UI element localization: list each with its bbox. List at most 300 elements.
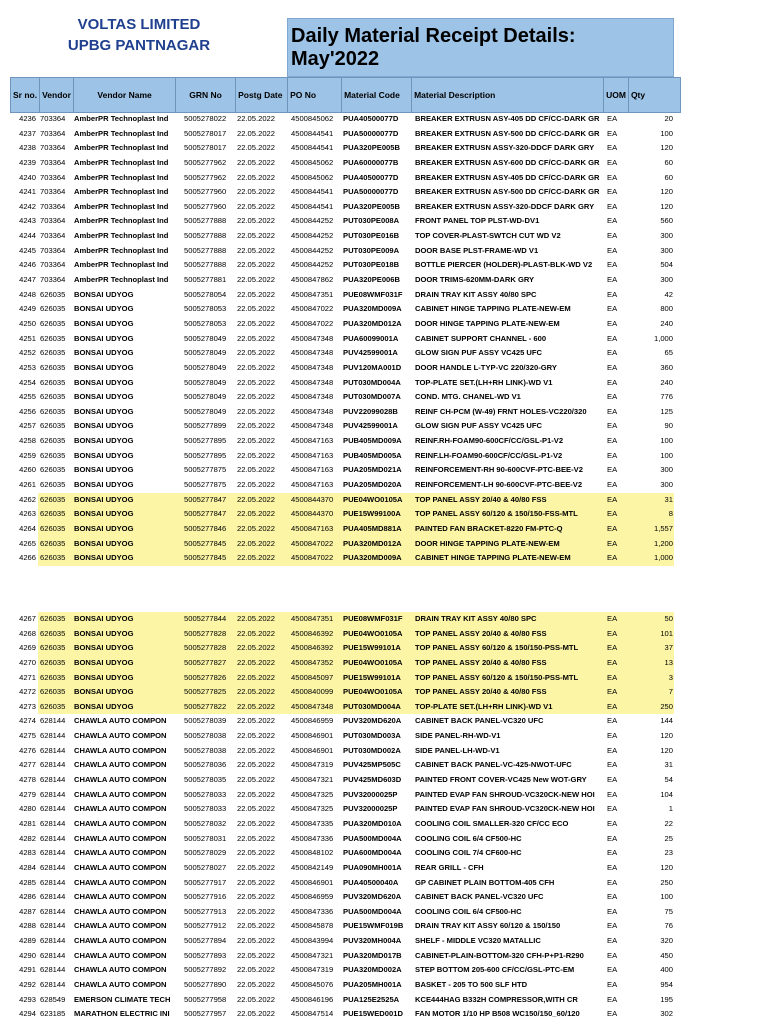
cell-uom: EA (607, 465, 618, 475)
cell-uom: EA (607, 392, 618, 402)
cell-postg-date: 22.05.2022 (237, 906, 276, 916)
report-title-line2: May'2022 (291, 48, 380, 70)
cell-uom: EA (607, 538, 618, 548)
cell-material-description: GP CABINET PLAIN BOTTOM-405 CFH (415, 877, 555, 887)
cell-postg-date: 22.05.2022 (237, 494, 276, 504)
cell-sr-no: 4288 (19, 921, 36, 931)
cell-vendor-code: 626035 (40, 553, 66, 563)
cell-grn-no: 5005277828 (184, 643, 227, 653)
column-header-material-description: Material Description (412, 78, 604, 113)
cell-grn-no: 5005277844 (184, 614, 227, 623)
cell-material-description: COOLING COIL 6/4 CF500-HC (415, 906, 522, 916)
cell-uom: EA (607, 892, 618, 902)
cell-grn-no: 5005277846 (184, 523, 227, 533)
cell-po-no: 4500844252 (291, 216, 334, 226)
cell-sr-no: 4255 (19, 392, 36, 402)
cell-grn-no: 5005277888 (184, 245, 227, 255)
cell-vendor-code: 628144 (40, 921, 66, 931)
cell-po-no: 4500846392 (291, 643, 334, 653)
cell-postg-date: 22.05.2022 (237, 172, 276, 182)
cell-po-no: 4500847862 (291, 275, 334, 285)
cell-material-code: PUA320PE006B (343, 275, 400, 285)
cell-material-description: REINF CH-PCM (W-49) FRNT HOLES-VC220/320 (415, 406, 587, 416)
cell-postg-date: 22.05.2022 (237, 804, 276, 814)
cell-vendor-name: CHAWLA AUTO COMPON (74, 936, 167, 946)
cell-po-no: 4500847348 (291, 406, 334, 416)
cell-grn-no: 5005278035 (184, 775, 227, 785)
cell-vendor-code: 628144 (40, 804, 66, 814)
cell-material-code: PUT030MD004A (343, 377, 401, 387)
cell-vendor-name: AmberPR Technoplast Ind (74, 201, 169, 211)
cell-uom: EA (607, 523, 618, 533)
cell-uom: EA (607, 480, 618, 490)
cell-grn-no: 5005278049 (184, 333, 227, 343)
cell-vendor-code: 626035 (40, 348, 66, 358)
cell-uom: EA (607, 406, 618, 416)
cell-vendor-code: 626035 (40, 628, 66, 638)
cell-sr-no: 4248 (19, 289, 36, 299)
cell-material-description: BREAKER EXTRUSN ASY-405 DD CF/CC-DARK GR (415, 172, 600, 182)
cell-vendor-code: 703364 (40, 143, 66, 153)
cell-vendor-code: 703364 (40, 128, 66, 138)
cell-material-code: PUA320MD012A (343, 538, 402, 548)
cell-material-description: DRAIN TRAY KIT ASSY 60/120 & 150/150 (415, 921, 561, 931)
cell-vendor-name: BONSAI UDYOG (74, 701, 134, 711)
cell-grn-no: 5005278054 (184, 289, 227, 299)
cell-vendor-name: BONSAI UDYOG (74, 436, 134, 446)
cell-material-description: DOOR HANDLE L-TYP-VC 220/320-GRY (415, 362, 557, 372)
cell-uom: EA (607, 172, 618, 182)
cell-vendor-code: 703364 (40, 275, 66, 285)
cell-sr-no: 4252 (19, 348, 36, 358)
cell-grn-no: 5005277912 (184, 921, 227, 931)
cell-po-no: 4500844541 (291, 187, 334, 197)
cell-grn-no: 5005278027 (184, 862, 227, 872)
cell-grn-no: 5005277888 (184, 216, 227, 226)
cell-po-no: 4500842149 (291, 862, 334, 872)
cell-postg-date: 22.05.2022 (237, 509, 276, 519)
cell-vendor-code: 626035 (40, 494, 66, 504)
cell-material-code: PUA50000077D (343, 187, 399, 197)
cell-qty: 120 (660, 862, 673, 872)
cell-material-code: PUE15WED001D (343, 1009, 403, 1019)
cell-vendor-code: 626035 (40, 523, 66, 533)
cell-uom: EA (607, 128, 618, 138)
cell-postg-date: 22.05.2022 (237, 818, 276, 828)
cell-qty: 65 (664, 348, 673, 358)
cell-sr-no: 4238 (19, 143, 36, 153)
cell-material-code: PUT030PE016B (343, 231, 400, 241)
cell-vendor-name: CHAWLA AUTO COMPON (74, 862, 167, 872)
cell-uom: EA (607, 275, 618, 285)
cell-qty: 100 (660, 450, 673, 460)
cell-grn-no: 5005278036 (184, 760, 227, 770)
cell-material-description: GLOW SIGN PUF ASSY VC425 UFC (415, 348, 543, 358)
cell-grn-no: 5005278049 (184, 377, 227, 387)
cell-material-code: PUV320MD620A (343, 716, 402, 726)
cell-vendor-name: BONSAI UDYOG (74, 687, 134, 697)
cell-qty: 100 (660, 128, 673, 138)
cell-vendor-code: 626035 (40, 672, 66, 682)
cell-po-no: 4500847022 (291, 538, 334, 548)
cell-postg-date: 22.05.2022 (237, 436, 276, 446)
cell-sr-no: 4286 (19, 892, 36, 902)
cell-sr-no: 4265 (19, 538, 36, 548)
cell-qty: 450 (660, 950, 673, 960)
cell-uom: EA (607, 950, 618, 960)
cell-material-code: PUA320PE005B (343, 143, 400, 153)
cell-vendor-code: 628144 (40, 950, 66, 960)
cell-qty: 125 (660, 406, 673, 416)
cell-vendor-name: BONSAI UDYOG (74, 672, 134, 682)
cell-vendor-code: 626035 (40, 480, 66, 490)
cell-vendor-code: 626035 (40, 377, 66, 387)
cell-sr-no: 4270 (19, 657, 36, 667)
cell-grn-no: 5005278031 (184, 833, 227, 843)
cell-material-description: COND. MTG. CHANEL-WD V1 (415, 392, 521, 402)
cell-material-description: TOP PANEL ASSY 20/40 & 40/80 FSS (415, 687, 547, 697)
company-header (10, 14, 268, 56)
cell-grn-no: 5005277888 (184, 231, 227, 241)
cell-vendor-code: 703364 (40, 114, 66, 123)
cell-uom: EA (607, 494, 618, 504)
cell-postg-date: 22.05.2022 (237, 1009, 276, 1019)
cell-material-code: PUV42599001A (343, 421, 398, 431)
cell-postg-date: 22.05.2022 (237, 833, 276, 843)
cell-postg-date: 22.05.2022 (237, 465, 276, 475)
cell-material-description: CABINET BACK PANEL-VC-425-NWOT-UFC (415, 760, 572, 770)
cell-qty: 1 (668, 804, 673, 814)
cell-postg-date: 22.05.2022 (237, 745, 276, 755)
cell-sr-no: 4237 (19, 128, 36, 138)
cell-po-no: 4500844370 (291, 509, 334, 519)
cell-uom: EA (607, 848, 618, 858)
cell-vendor-name: BONSAI UDYOG (74, 465, 134, 475)
cell-sr-no: 4253 (19, 362, 36, 372)
cell-postg-date: 22.05.2022 (237, 523, 276, 533)
cell-material-code: PUE15WMF019B (343, 921, 404, 931)
cell-material-code: PUE04WO0105A (343, 628, 403, 638)
cell-qty: 250 (660, 877, 673, 887)
cell-qty: 144 (660, 716, 673, 726)
cell-grn-no: 5005278032 (184, 818, 227, 828)
cell-po-no: 4500847352 (291, 657, 334, 667)
cell-vendor-name: BONSAI UDYOG (74, 494, 134, 504)
cell-sr-no: 4257 (19, 421, 36, 431)
cell-qty: 800 (660, 304, 673, 314)
cell-material-code: PUA320MD010A (343, 818, 402, 828)
cell-uom: EA (607, 716, 618, 726)
cell-grn-no: 5005277881 (184, 275, 227, 285)
cell-grn-no: 5005277958 (184, 994, 227, 1004)
cell-vendor-code: 623185 (40, 1009, 66, 1019)
cell-postg-date: 22.05.2022 (237, 760, 276, 770)
column-header-sr: Sr no. (11, 78, 40, 113)
cell-material-code: PUT030PE008A (343, 216, 400, 226)
cell-po-no: 4500844541 (291, 201, 334, 211)
cell-sr-no: 4294 (19, 1009, 36, 1019)
cell-material-code: PUV32000025P (343, 789, 398, 799)
cell-material-code: PUA205MH001A (343, 980, 402, 990)
cell-sr-no: 4256 (19, 406, 36, 416)
cell-po-no: 4500847163 (291, 480, 334, 490)
cell-uom: EA (607, 114, 618, 123)
cell-sr-no: 4263 (19, 509, 36, 519)
cell-vendor-code: 626035 (40, 406, 66, 416)
cell-sr-no: 4290 (19, 950, 36, 960)
cell-postg-date: 22.05.2022 (237, 848, 276, 858)
cell-po-no: 4500847348 (291, 421, 334, 431)
cell-vendor-name: CHAWLA AUTO COMPON (74, 745, 167, 755)
cell-uom: EA (607, 450, 618, 460)
cell-postg-date: 22.05.2022 (237, 128, 276, 138)
cell-qty: 90 (664, 421, 673, 431)
cell-sr-no: 4250 (19, 318, 36, 328)
cell-po-no: 4500844252 (291, 231, 334, 241)
cell-po-no: 4500844541 (291, 143, 334, 153)
cell-material-description: CABINET BACK PANEL-VC320 UFC (415, 892, 544, 902)
cell-vendor-code: 626035 (40, 333, 66, 343)
cell-postg-date: 22.05.2022 (237, 377, 276, 387)
cell-sr-no: 4272 (19, 687, 36, 697)
company-name: VOLTAS LIMITED (77, 16, 201, 33)
cell-material-description: FAN MOTOR 1/10 HP B508 WC150/150_60/120 (415, 1009, 580, 1019)
cell-material-code: PUV320MD620A (343, 892, 402, 902)
cell-postg-date: 22.05.2022 (237, 980, 276, 990)
cell-vendor-code: 628144 (40, 877, 66, 887)
cell-material-description: TOP COVER-PLAST-SWTCH CUT WD V2 (415, 231, 561, 241)
cell-material-code: PUA320MD017B (343, 950, 402, 960)
cell-material-description: TOP PANEL ASSY 20/40 & 40/80 FSS (415, 494, 547, 504)
cell-uom: EA (607, 628, 618, 638)
cell-vendor-code: 703364 (40, 260, 66, 270)
cell-material-description: KCE444HAG B332H COMPRESSOR,WITH CR (415, 994, 578, 1004)
cell-vendor-name: EMERSON CLIMATE TECH (74, 994, 171, 1004)
cell-grn-no: 5005277828 (184, 628, 227, 638)
cell-po-no: 4500847321 (291, 950, 334, 960)
cell-vendor-code: 626035 (40, 289, 66, 299)
cell-po-no: 4500847022 (291, 304, 334, 314)
cell-grn-no: 5005277826 (184, 672, 227, 682)
cell-qty: 300 (660, 480, 673, 490)
cell-postg-date: 22.05.2022 (237, 114, 276, 123)
cell-uom: EA (607, 187, 618, 197)
cell-vendor-name: AmberPR Technoplast Ind (74, 172, 169, 182)
cell-grn-no: 5005277895 (184, 450, 227, 460)
cell-material-description: PAINTED FRONT COVER-VC425 New WOT-GRY (415, 775, 587, 785)
cell-qty: 776 (660, 392, 673, 402)
cell-material-code: PUA205MD020A (343, 480, 402, 490)
cell-postg-date: 22.05.2022 (237, 348, 276, 358)
column-header-vendor-name: Vendor Name (74, 78, 176, 113)
cell-postg-date: 22.05.2022 (237, 157, 276, 167)
cell-sr-no: 4291 (19, 965, 36, 975)
cell-material-code: PUT030MD002A (343, 745, 401, 755)
cell-qty: 1,000 (653, 553, 673, 563)
cell-material-description: TOP-PLATE SET.(LH+RH LINK)-WD V1 (415, 377, 553, 387)
cell-uom: EA (607, 657, 618, 667)
cell-sr-no: 4258 (19, 436, 36, 446)
cell-uom: EA (607, 245, 618, 255)
cell-po-no: 4500845062 (291, 114, 334, 123)
cell-vendor-name: CHAWLA AUTO COMPON (74, 980, 167, 990)
cell-vendor-name: BONSAI UDYOG (74, 509, 134, 519)
cell-material-description: BREAKER EXTRUSN ASSY-320-DDCF DARK GRY (415, 143, 595, 153)
cell-qty: 300 (660, 231, 673, 241)
cell-material-description: DRAIN TRAY KIT ASSY 40/80 SPC (415, 614, 537, 623)
cell-po-no: 4500847336 (291, 833, 334, 843)
cell-vendor-code: 626035 (40, 643, 66, 653)
cell-material-description: BREAKER EXTRUSN ASY-600 DD CF/CC-DARK GR (415, 157, 600, 167)
cell-material-code: PUE08WMF031F (343, 614, 403, 623)
cell-qty: 31 (664, 760, 673, 770)
cell-material-code: PUV320MH004A (343, 936, 402, 946)
cell-grn-no: 5005277888 (184, 260, 227, 270)
cell-vendor-name: BONSAI UDYOG (74, 421, 134, 431)
cell-vendor-name: BONSAI UDYOG (74, 628, 134, 638)
cell-sr-no: 4239 (19, 157, 36, 167)
cell-vendor-name: CHAWLA AUTO COMPON (74, 877, 167, 887)
cell-vendor-name: BONSAI UDYOG (74, 377, 134, 387)
cell-sr-no: 4242 (19, 201, 36, 211)
cell-uom: EA (607, 862, 618, 872)
cell-qty: 504 (660, 260, 673, 270)
column-header-grn: GRN No (176, 78, 236, 113)
cell-po-no: 4500848102 (291, 848, 334, 858)
cell-vendor-name: BONSAI UDYOG (74, 289, 134, 299)
cell-uom: EA (607, 436, 618, 446)
cell-sr-no: 4268 (19, 628, 36, 638)
cell-postg-date: 22.05.2022 (237, 450, 276, 460)
cell-material-description: CABINET BACK PANEL-VC320 UFC (415, 716, 544, 726)
cell-po-no: 4500847348 (291, 392, 334, 402)
cell-uom: EA (607, 614, 618, 623)
cell-vendor-code: 626035 (40, 701, 66, 711)
cell-material-code: PUA40500040A (343, 877, 399, 887)
cell-material-code: PUT030MD003A (343, 731, 401, 741)
cell-material-code: PUT030PE018B (343, 260, 400, 270)
cell-qty: 8 (668, 509, 673, 519)
column-header-vendor: Vendor (40, 78, 74, 113)
cell-sr-no: 4275 (19, 731, 36, 741)
cell-vendor-code: 628144 (40, 848, 66, 858)
cell-po-no: 4500844370 (291, 494, 334, 504)
cell-vendor-name: AmberPR Technoplast Ind (74, 245, 169, 255)
cell-material-description: TOP-PLATE SET.(LH+RH LINK)-WD V1 (415, 701, 553, 711)
cell-qty: 1,557 (653, 523, 673, 533)
cell-material-code: PUE15W99100A (343, 509, 401, 519)
cell-vendor-name: AmberPR Technoplast Ind (74, 114, 169, 123)
cell-material-code: PUA320MD012A (343, 318, 402, 328)
cell-material-description: BASKET - 205 TO 500 SLF HTD (415, 980, 528, 990)
cell-grn-no: 5005277827 (184, 657, 227, 667)
cell-material-code: PUV425MP505C (343, 760, 401, 770)
cell-grn-no: 5005277960 (184, 187, 227, 197)
cell-vendor-name: CHAWLA AUTO COMPON (74, 965, 167, 975)
cell-vendor-code: 626035 (40, 362, 66, 372)
cell-material-description: DOOR BASE PLST-FRAME-WD V1 (415, 245, 539, 255)
cell-postg-date: 22.05.2022 (237, 245, 276, 255)
cell-qty: 100 (660, 892, 673, 902)
cell-uom: EA (607, 687, 618, 697)
cell-grn-no: 5005278017 (184, 143, 227, 153)
cell-sr-no: 4243 (19, 216, 36, 226)
cell-material-description: BREAKER EXTRUSN ASSY-320-DDCF DARK GRY (415, 201, 595, 211)
cell-postg-date: 22.05.2022 (237, 289, 276, 299)
cell-material-description: TOP PANEL ASSY 60/120 & 150/150-PSS-MTL (415, 672, 579, 682)
cell-vendor-code: 628144 (40, 745, 66, 755)
cell-vendor-name: BONSAI UDYOG (74, 614, 134, 623)
cell-uom: EA (607, 643, 618, 653)
cell-material-code: PUB405MD005A (343, 450, 402, 460)
cell-material-code: PUA40500077D (343, 172, 399, 182)
cell-vendor-name: BONSAI UDYOG (74, 362, 134, 372)
cell-postg-date: 22.05.2022 (237, 716, 276, 726)
cell-postg-date: 22.05.2022 (237, 392, 276, 402)
cell-material-description: DOOR HINGE TAPPING PLATE-NEW-EM (415, 318, 560, 328)
cell-vendor-name: CHAWLA AUTO COMPON (74, 716, 167, 726)
cell-po-no: 4500845062 (291, 157, 334, 167)
cell-material-code: PUE04WO0105A (343, 687, 403, 697)
cell-uom: EA (607, 421, 618, 431)
cell-material-description: GLOW SIGN PUF ASSY VC425 UFC (415, 421, 543, 431)
cell-sr-no: 4292 (19, 980, 36, 990)
cell-vendor-code: 626035 (40, 687, 66, 697)
cell-grn-no: 5005277913 (184, 906, 227, 916)
cell-postg-date: 22.05.2022 (237, 643, 276, 653)
cell-po-no: 4500844252 (291, 260, 334, 270)
column-header-postg-date: Postg Date (236, 78, 288, 113)
cell-material-code: PUB405MD009A (343, 436, 402, 446)
cell-sr-no: 4293 (19, 994, 36, 1004)
cell-qty: 120 (660, 143, 673, 153)
cell-sr-no: 4247 (19, 275, 36, 285)
cell-vendor-name: AmberPR Technoplast Ind (74, 216, 169, 226)
cell-uom: EA (607, 701, 618, 711)
cell-qty: 60 (664, 172, 673, 182)
cell-vendor-code: 703364 (40, 245, 66, 255)
cell-qty: 3 (668, 672, 673, 682)
cell-grn-no: 5005277847 (184, 494, 227, 504)
cell-qty: 195 (660, 994, 673, 1004)
cell-vendor-name: BONSAI UDYOG (74, 657, 134, 667)
cell-vendor-name: BONSAI UDYOG (74, 450, 134, 460)
cell-po-no: 4500845878 (291, 921, 334, 931)
cell-grn-no: 5005277962 (184, 157, 227, 167)
cell-postg-date: 22.05.2022 (237, 143, 276, 153)
cell-grn-no: 5005278033 (184, 789, 227, 799)
cell-po-no: 4500847163 (291, 523, 334, 533)
cell-material-code: PUA405MD881A (343, 523, 402, 533)
cell-postg-date: 22.05.2022 (237, 921, 276, 931)
cell-material-description: CABINET HINGE TAPPING PLATE-NEW-EM (415, 553, 571, 563)
cell-qty: 20 (664, 114, 673, 123)
cell-sr-no: 4277 (19, 760, 36, 770)
cell-sr-no: 4273 (19, 701, 36, 711)
cell-sr-no: 4269 (19, 643, 36, 653)
cell-vendor-name: CHAWLA AUTO COMPON (74, 818, 167, 828)
cell-material-description: SHELF - MIDDLE VC320 MATALLIC (415, 936, 541, 946)
cell-po-no: 4500843994 (291, 936, 334, 946)
cell-grn-no: 5005277847 (184, 509, 227, 519)
cell-grn-no: 5005277916 (184, 892, 227, 902)
cell-vendor-code: 626035 (40, 614, 66, 623)
cell-uom: EA (607, 921, 618, 931)
cell-vendor-name: AmberPR Technoplast Ind (74, 157, 169, 167)
cell-material-description: REINF.RH-FOAM90-600CF/CC/GSL-P1-V2 (415, 436, 564, 446)
cell-po-no: 4500847348 (291, 362, 334, 372)
cell-sr-no: 4281 (19, 818, 36, 828)
